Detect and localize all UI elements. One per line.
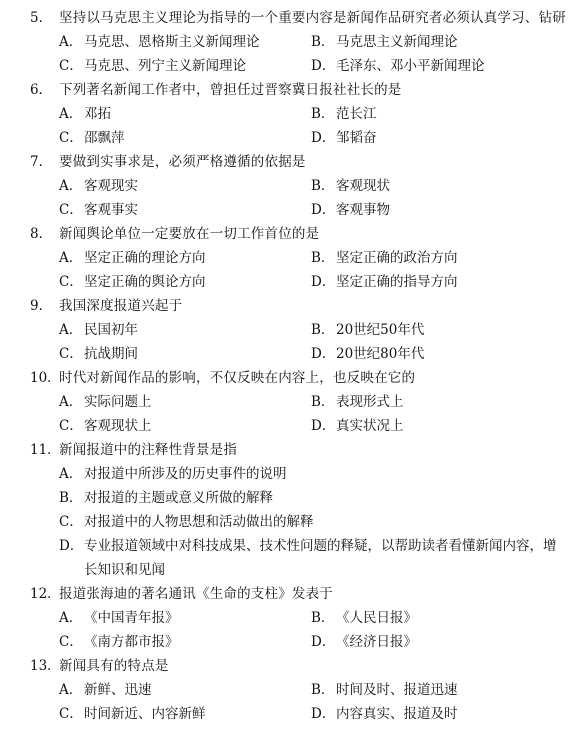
option-text: 坚定正确的理论方向 bbox=[84, 250, 206, 266]
option-a bbox=[59, 102, 311, 126]
question-number: 12． bbox=[30, 586, 61, 602]
option-text: 毛泽东、邓小平新闻理论 bbox=[336, 58, 485, 74]
option-a bbox=[59, 174, 311, 198]
question-6 bbox=[30, 78, 567, 150]
option-letter: C． bbox=[59, 274, 83, 290]
option-list bbox=[30, 390, 567, 438]
option-b bbox=[311, 246, 567, 270]
question-text: 新闻舆论单位一定要放在一切工作首位的是 bbox=[59, 226, 320, 242]
option-text: 内容真实、报道及时 bbox=[336, 706, 458, 722]
option-d bbox=[311, 342, 567, 366]
question-stem bbox=[30, 6, 567, 30]
option-letter: A． bbox=[59, 466, 83, 482]
option-text: 邓拓 bbox=[84, 106, 111, 122]
option-letter: D． bbox=[311, 58, 336, 74]
option-b bbox=[311, 318, 567, 342]
option-letter: A． bbox=[59, 250, 83, 266]
option-letter: B． bbox=[311, 682, 335, 698]
option-c bbox=[59, 54, 311, 78]
option-list bbox=[30, 102, 567, 150]
question-number: 11． bbox=[30, 442, 61, 458]
option-text: 新鲜、迅速 bbox=[84, 682, 152, 698]
option-letter: C． bbox=[59, 202, 83, 218]
option-letter: B． bbox=[311, 394, 335, 410]
option-letter: B． bbox=[311, 250, 335, 266]
option-a bbox=[59, 462, 567, 486]
question-stem bbox=[30, 582, 567, 606]
option-list bbox=[30, 174, 567, 222]
option-text: 马克思、列宁主义新闻理论 bbox=[84, 58, 246, 74]
option-text: 坚定正确的舆论方向 bbox=[84, 274, 206, 290]
option-letter: C． bbox=[59, 130, 83, 146]
option-b bbox=[311, 678, 567, 702]
option-text: 真实状况上 bbox=[336, 418, 404, 434]
option-list bbox=[30, 462, 567, 582]
option-c bbox=[59, 414, 311, 438]
question-number: 9． bbox=[30, 298, 53, 314]
option-letter: D． bbox=[311, 634, 336, 650]
option-text: 客观现状 bbox=[336, 178, 390, 194]
option-letter: C． bbox=[59, 58, 83, 74]
option-c bbox=[59, 510, 567, 534]
question-text: 要做到实事求是，必须严格遵循的依据是 bbox=[59, 154, 306, 170]
option-text: 《中国青年报》 bbox=[84, 610, 179, 626]
option-a bbox=[59, 246, 311, 270]
option-text: 民国初年 bbox=[84, 322, 138, 338]
option-a bbox=[59, 30, 311, 54]
question-text: 我国深度报道兴起于 bbox=[59, 298, 183, 314]
question-13 bbox=[30, 654, 567, 726]
option-text: 坚定正确的指导方向 bbox=[336, 274, 458, 290]
option-list bbox=[30, 30, 567, 78]
option-letter: A． bbox=[59, 178, 83, 194]
option-text: 时间新近、内容新鲜 bbox=[84, 706, 206, 722]
option-text: 客观现状上 bbox=[84, 418, 152, 434]
option-b bbox=[311, 174, 567, 198]
question-stem bbox=[30, 78, 567, 102]
option-letter: D． bbox=[59, 538, 84, 554]
option-a bbox=[59, 606, 311, 630]
question-text: 新闻报道中的注释性背景是指 bbox=[59, 442, 238, 458]
option-text: 专业报道领域中对科技成果、技术性问题的释疑，以帮助读者看懂新闻内容，增长知识和见闻 bbox=[84, 538, 557, 578]
question-number: 13． bbox=[30, 658, 61, 674]
question-5 bbox=[30, 6, 567, 78]
option-a bbox=[59, 678, 311, 702]
option-text: 《经济日报》 bbox=[336, 634, 417, 650]
option-b bbox=[311, 102, 567, 126]
option-letter: D． bbox=[311, 706, 336, 722]
option-text: 客观现实 bbox=[84, 178, 138, 194]
question-text: 报道张海迪的著名通讯《生命的支柱》发表于 bbox=[59, 586, 333, 602]
option-c bbox=[59, 198, 311, 222]
option-text: 邵飘萍 bbox=[84, 130, 125, 146]
option-letter: C． bbox=[59, 634, 83, 650]
question-12 bbox=[30, 582, 567, 654]
question-8 bbox=[30, 222, 567, 294]
option-letter: A． bbox=[59, 34, 83, 50]
option-letter: D． bbox=[311, 202, 336, 218]
option-list bbox=[30, 246, 567, 294]
question-9 bbox=[30, 294, 567, 366]
option-d bbox=[311, 270, 567, 294]
option-list bbox=[30, 606, 567, 654]
option-letter: B． bbox=[311, 610, 335, 626]
option-text: 实际问题上 bbox=[84, 394, 152, 410]
question-stem bbox=[30, 654, 567, 678]
option-text: 范长江 bbox=[336, 106, 377, 122]
option-c bbox=[59, 630, 311, 654]
option-letter: B． bbox=[311, 322, 335, 338]
option-letter: A． bbox=[59, 682, 83, 698]
option-text: 表现形式上 bbox=[336, 394, 404, 410]
question-stem bbox=[30, 150, 567, 174]
option-letter: C． bbox=[59, 418, 83, 434]
question-10 bbox=[30, 366, 567, 438]
option-text: 对报道中的人物思想和活动做出的解释 bbox=[84, 514, 314, 530]
option-letter: A． bbox=[59, 394, 83, 410]
question-7 bbox=[30, 150, 567, 222]
question-number: 7． bbox=[30, 154, 53, 170]
question-text: 下列著名新闻工作者中，曾担任过晋察冀日报社社长的是 bbox=[59, 82, 402, 98]
option-a bbox=[59, 318, 311, 342]
option-letter: D． bbox=[311, 346, 336, 362]
question-number: 6． bbox=[30, 82, 53, 98]
option-text: 《人民日报》 bbox=[336, 610, 417, 626]
option-d bbox=[311, 702, 567, 726]
question-text: 时代对新闻作品的影响，不仅反映在内容上，也反映在它的 bbox=[59, 370, 416, 386]
option-d bbox=[311, 630, 567, 654]
option-b bbox=[311, 30, 567, 54]
option-text: 对报道的主题或意义所做的解释 bbox=[84, 490, 273, 506]
option-letter: A． bbox=[59, 322, 83, 338]
option-text: 20世纪80年代 bbox=[336, 346, 425, 362]
option-text: 20世纪50年代 bbox=[336, 322, 425, 338]
option-c bbox=[59, 126, 311, 150]
option-letter: C． bbox=[59, 346, 83, 362]
option-letter: C． bbox=[59, 706, 83, 722]
option-letter: A． bbox=[59, 610, 83, 626]
option-d bbox=[59, 534, 567, 582]
option-list bbox=[30, 678, 567, 726]
option-list bbox=[30, 318, 567, 366]
option-text: 马克思、恩格斯主义新闻理论 bbox=[84, 34, 260, 50]
option-d bbox=[311, 198, 567, 222]
option-d bbox=[311, 126, 567, 150]
option-text: 时间及时、报道迅速 bbox=[336, 682, 458, 698]
question-stem bbox=[30, 438, 567, 462]
option-text: 《南方都市报》 bbox=[84, 634, 179, 650]
option-text: 客观事实 bbox=[84, 202, 138, 218]
option-text: 客观事物 bbox=[336, 202, 390, 218]
option-letter: D． bbox=[311, 274, 336, 290]
question-number: 10． bbox=[30, 370, 61, 386]
option-b bbox=[311, 390, 567, 414]
option-text: 邹韬奋 bbox=[336, 130, 377, 146]
option-text: 对报道中所涉及的历史事件的说明 bbox=[84, 466, 287, 482]
option-letter: C． bbox=[59, 514, 83, 530]
question-text: 新闻具有的特点是 bbox=[59, 658, 169, 674]
option-letter: D． bbox=[311, 130, 336, 146]
option-c bbox=[59, 702, 311, 726]
option-letter: B． bbox=[59, 490, 83, 506]
option-letter: D． bbox=[311, 418, 336, 434]
question-stem bbox=[30, 366, 567, 390]
option-text: 坚定正确的政治方向 bbox=[336, 250, 458, 266]
option-c bbox=[59, 342, 311, 366]
option-letter: B． bbox=[311, 106, 335, 122]
option-text: 抗战期间 bbox=[84, 346, 138, 362]
question-text: 坚持以马克思主义理论为指导的一个重要内容是新闻作品研究者必须认真学习、钻研 bbox=[59, 10, 566, 26]
question-11 bbox=[30, 438, 567, 582]
option-letter: A． bbox=[59, 106, 83, 122]
option-text: 马克思主义新闻理论 bbox=[336, 34, 458, 50]
option-c bbox=[59, 270, 311, 294]
question-number: 8． bbox=[30, 226, 53, 242]
option-d bbox=[311, 414, 567, 438]
option-letter: B． bbox=[311, 34, 335, 50]
option-letter: B． bbox=[311, 178, 335, 194]
question-number: 5． bbox=[30, 10, 53, 26]
question-stem bbox=[30, 222, 567, 246]
option-b bbox=[59, 486, 567, 510]
option-a bbox=[59, 390, 311, 414]
question-stem bbox=[30, 294, 567, 318]
option-b bbox=[311, 606, 567, 630]
option-d bbox=[311, 54, 567, 78]
